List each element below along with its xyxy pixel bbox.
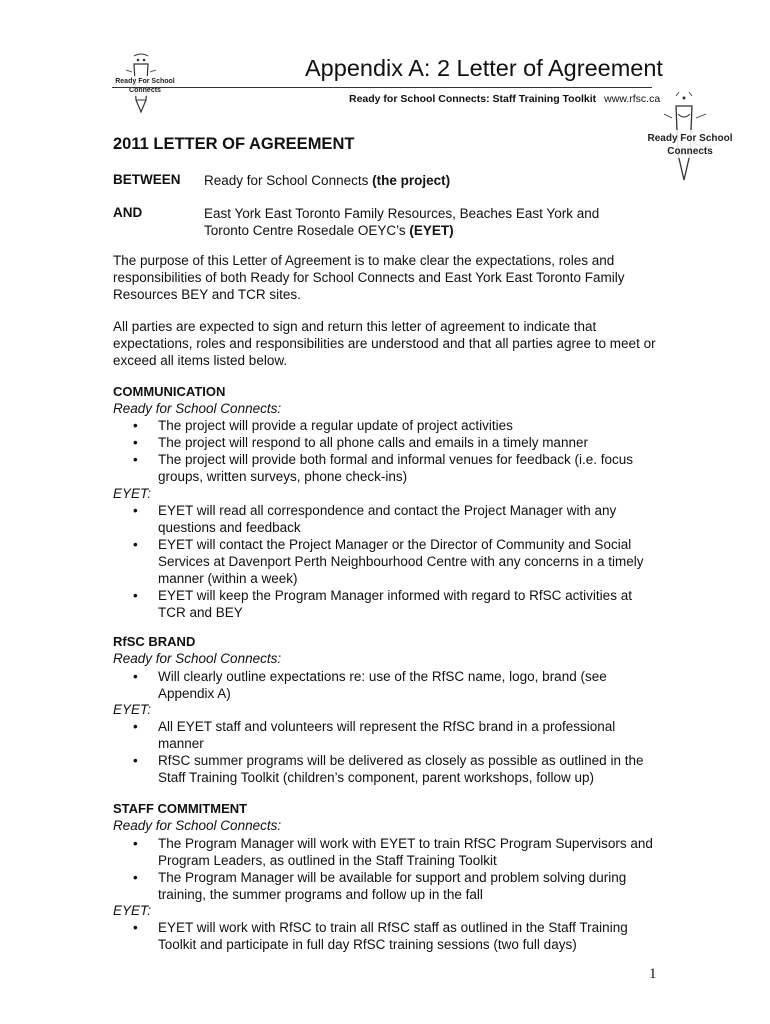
rfsc-logo-small	[112, 50, 178, 118]
section-title-staff: STAFF COMMITMENT	[113, 801, 248, 816]
toolkit-subtitle: Ready for School Connects: Staff Training Toolkit	[349, 93, 597, 105]
communication-eyet-list	[133, 502, 663, 621]
purpose-paragraph: The purpose of this Letter of Agreement is to make clear the expectations, roles and responsibilities of both Ready for School Connects and East York East Toronto Family Resources BEY and TCR sites.	[113, 253, 625, 302]
page-title: Appendix A: 2 Letter of Agreement	[305, 55, 663, 81]
staff-rfsc-label: Ready for School Connects:	[113, 818, 282, 833]
list-item: • EYET will keep the Program Manager informed with regard to RfSC activities at TCR and BEY	[133, 587, 663, 621]
between-party: Ready for School Connects	[204, 173, 369, 188]
rfsc-logo-large	[648, 92, 732, 188]
header-divider	[112, 87, 652, 88]
logo-small-line2: Connects	[129, 87, 161, 94]
brand-rfsc-list	[133, 668, 663, 702]
between-text-row	[204, 172, 634, 189]
between-label: BETWEEN	[113, 172, 181, 187]
page-number: 1	[649, 966, 657, 982]
pencil-logo-icon	[648, 92, 732, 188]
and-label: AND	[113, 205, 143, 220]
brand-rfsc-label: Ready for School Connects:	[113, 651, 282, 666]
document-heading: 2011 LETTER OF AGREEMENT	[113, 135, 355, 153]
communication-rfsc-list	[133, 417, 663, 485]
list-item: • Will clearly outline expectations re: use of the RfSC name, logo, brand (see Appendix A)	[133, 668, 663, 702]
staff-eyet-label: EYET:	[113, 903, 152, 918]
staff-eyet-list	[133, 919, 663, 953]
brand-eyet-list	[133, 718, 663, 786]
sign-paragraph: All parties are expected to sign and return this letter of agreement to indicate that expectations, roles and responsibilities are understood and that all parties agree to meet or exceed all items listed below.	[113, 319, 656, 368]
pencil-logo-icon	[112, 50, 178, 118]
list-item: • The project will provide both formal and informal venues for feedback (i.e. focus groups, written surveys, phone check-ins)	[133, 451, 663, 485]
communication-rfsc-label: Ready for School Connects:	[113, 401, 282, 416]
between-party-alias: (the project)	[372, 173, 451, 188]
list-item: • EYET will read all correspondence and contact the Project Manager with any questions and feedback	[133, 502, 663, 536]
brand-eyet-label: EYET:	[113, 702, 152, 717]
list-item: • All EYET staff and volunteers will represent the RfSC brand in a professional manner	[133, 718, 663, 752]
site-url: www.rfsc.ca	[604, 93, 661, 105]
and-party-line2: Toronto Centre Rosedale OEYC’s	[204, 223, 406, 238]
and-party-alias: (EYET)	[409, 223, 454, 238]
list-item: • The Program Manager will be available for support and problem solving during training, the summer programs and follow up in the fall	[133, 869, 663, 903]
staff-rfsc-list	[133, 835, 663, 903]
communication-eyet-label: EYET:	[113, 486, 152, 501]
logo-large-line2: Connects	[667, 146, 713, 157]
list-item: • RfSC summer programs will be delivered as closely as possible as outlined in the Staff Training Toolkit (children’s component, parent workshops, follow up)	[133, 752, 663, 786]
list-item: • EYET will contact the Project Manager or the Director of Community and Social Services at Davenport Perth Neighbourhood Centre with any concerns in a timely manner (within a week)	[133, 536, 663, 587]
logo-small-line1: Ready For School	[115, 78, 175, 85]
and-text-block	[204, 205, 634, 239]
list-item: • The project will respond to all phone calls and emails in a timely manner	[133, 434, 663, 451]
list-item: • EYET will work with RfSC to train all RfSC staff as outlined in the Staff Training Toolkit and participate in full day RfSC training sessions (two full days)	[133, 919, 663, 953]
and-party-line2-row	[204, 222, 634, 239]
header-subtitle-row	[349, 93, 660, 105]
section-title-communication: COMMUNICATION	[113, 384, 226, 399]
list-item: • The project will provide a regular update of project activities	[133, 417, 663, 434]
list-item: • The Program Manager will work with EYET to train RfSC Program Supervisors and Program Leaders, as outlined in the Staff Training Toolkit	[133, 835, 663, 869]
logo-large-line1: Ready For School	[648, 133, 732, 144]
section-title-brand: RfSC BRAND	[113, 634, 196, 649]
and-party-line1: East York East Toronto Family Resources, Beaches East York and	[204, 206, 600, 221]
